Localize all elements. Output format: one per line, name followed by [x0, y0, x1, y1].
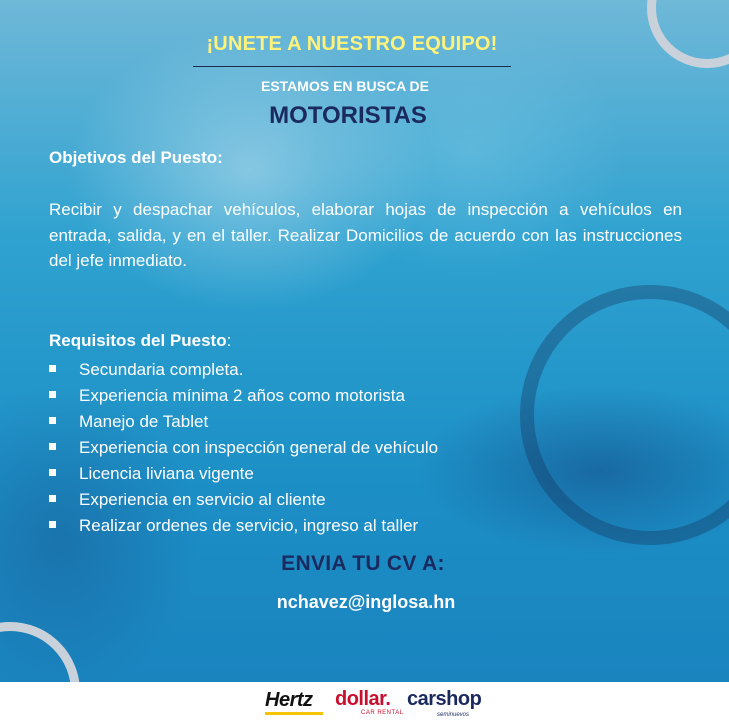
brand-logos [265, 688, 495, 722]
bullet-icon [49, 443, 56, 450]
list-item-text: Manejo de Tablet [79, 412, 209, 431]
list-item [49, 513, 438, 539]
steering-wheel-shape [520, 285, 729, 545]
bullet-icon [49, 417, 56, 424]
bullet-icon [49, 495, 56, 502]
carshop-logo [407, 688, 482, 718]
list-item-text: Experiencia mínima 2 años como motorista [79, 386, 405, 405]
carshop-logo-text: carshop [407, 688, 482, 710]
carshop-logo-subtitle: seminuevos [437, 712, 470, 718]
dollar-logo-subtitle: CAR RENTAL [361, 710, 404, 716]
cta-heading: ENVIA TU CV A: [281, 552, 445, 575]
list-item-text: Secundaria completa. [79, 360, 244, 379]
role-title: MOTORISTAS [269, 102, 427, 129]
requirements-list [49, 357, 438, 539]
bullet-icon [49, 521, 56, 528]
bullet-icon [49, 391, 56, 398]
objectives-text: Recibir y despachar vehículos, elaborar hojas de inspección a vehículos en entrada, salida, y en el taller. Realizar Domicilios de acuerdo con las instrucciones del jefe inmediato. [49, 200, 682, 270]
hertz-logo-underline [265, 712, 323, 715]
hertz-logo: Hertz [265, 689, 313, 711]
dollar-logo [335, 688, 404, 716]
requirements-title [49, 331, 231, 351]
headline-divider [193, 66, 511, 67]
contact-email: nchavez@inglosa.hn [276, 592, 456, 612]
list-item [49, 487, 438, 513]
list-item [49, 435, 438, 461]
list-item [49, 357, 438, 383]
subheading: ESTAMOS EN BUSCA DE [260, 78, 429, 94]
requirements-title-text: Requisitos del Puesto [49, 331, 227, 350]
list-item [49, 409, 438, 435]
list-item-text: Experiencia en servicio al cliente [79, 490, 326, 509]
list-item [49, 461, 438, 487]
bullet-icon [49, 469, 56, 476]
headline: ¡UNETE A NUESTRO EQUIPO! [206, 33, 498, 55]
bullet-icon [49, 365, 56, 372]
list-item-text: Licencia liviana vigente [79, 464, 254, 483]
list-item-text: Experiencia con inspección general de vehículo [79, 438, 439, 457]
list-item [49, 383, 438, 409]
decorative-ring-bottom-left [0, 622, 80, 682]
objectives-title: Objetivos del Puesto: [49, 148, 223, 167]
requirements-title-colon: : [226, 331, 232, 350]
list-item-text: Realizar ordenes de servicio, ingreso al taller [79, 516, 419, 535]
dollar-logo-text: dollar. [335, 688, 391, 710]
